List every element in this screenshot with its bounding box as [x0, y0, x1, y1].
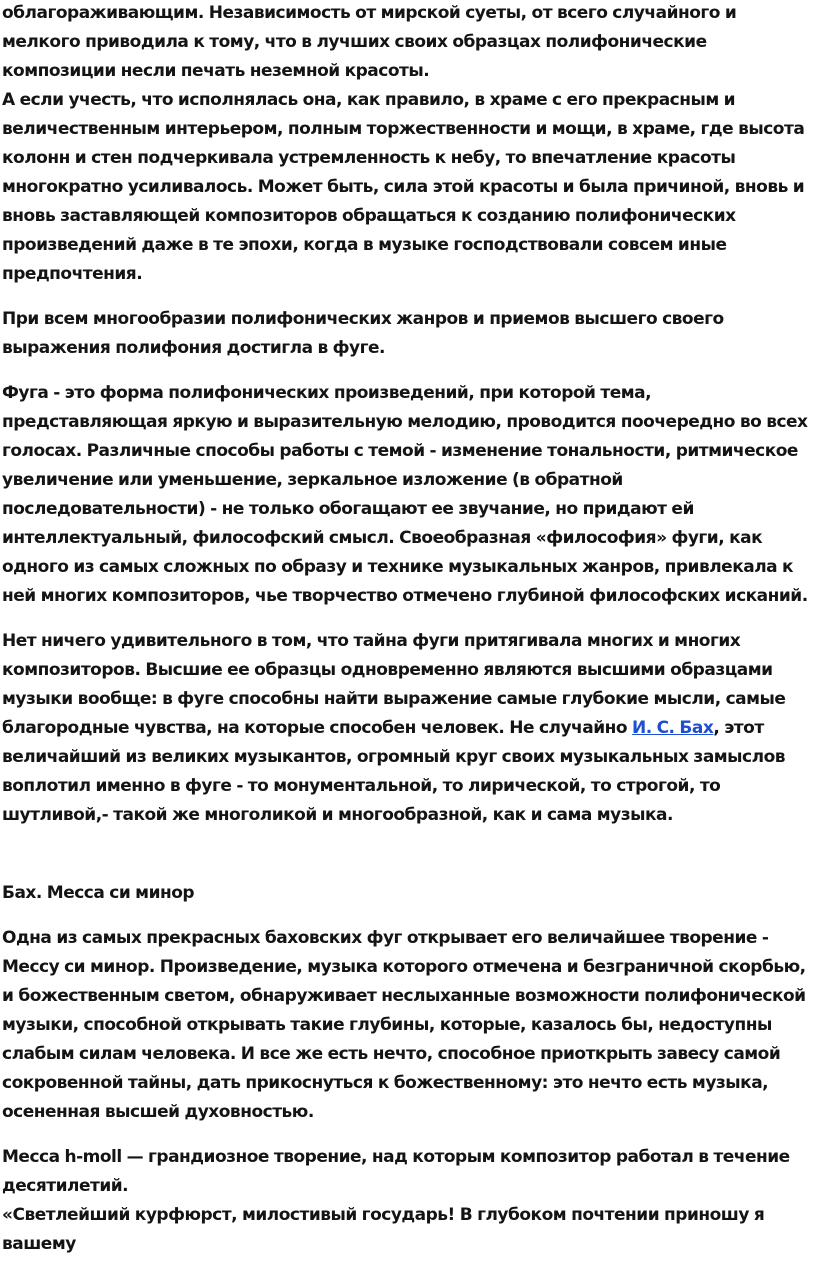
blank-line	[2, 830, 816, 879]
paragraph-3: При всем многообразии полифонических жанров и приемов высшего своего выражения полифония достигла в фуге.	[2, 309, 724, 358]
paragraph-8: «Светлейший курфюрст, милостивый государь! В глубоком почтении приношу я вашему	[2, 1205, 765, 1254]
bach-link[interactable]: И. С. Бах	[631, 718, 714, 738]
paragraph-4: Фуга - это форма полифонических произведений, при которой тема, представляющая яркую и выразительную мелодию, проводится поочередно во всех голосах. Различные способы работы с темой - изменение тональности, ритмическое увеличение или уменьшение, зеркальное изложение (в обратной последовательности) - не только обогащают ее звучание, но придают ей интеллектуальный, философский смысл. Своеобразная «философия» фуги, как одного из самых сложных по образу и технике музыкальных жанров, привлекала к ней многих композиторов, чье творчество отмечено глубиной философских исканий.	[2, 383, 808, 606]
paragraph-5	[2, 627, 816, 830]
paragraph-5-before-link: Нет ничего удивительного в том, что тайна фуги притягивала многих и многих композиторов. Высшие ее образцы одновременно являются высшими образцами музыки вообще: в фуге способны найти выражение самые глубокие мысли, самые благородные чувства, на которые способен человек. Не случайно	[2, 631, 786, 738]
paragraph-5-after-link: , этот величайший из великих музыкантов, огромный круг своих музыкальных замыслов воплотил именно в фуге - то монументальной, то лирической, то строгой, то шутливой,- такой же многоликой и многообразной, как и сама музыка.	[2, 718, 786, 825]
paragraph-6: Одна из самых прекрасных баховских фуг открывает его величайшее творение - Мессу си минор. Произведение, музыка которого отмечена и безграничной скорбью, и божественным светом, обнаруживает неслыханные возможности полифонической музыки, способной открывать такие глубины, которые, казалось бы, недоступны слабым силам человека. И все же есть нечто, способное приоткрыть завесу самой сокровенной тайны, дать прикоснуться к божественному: это нечто есть музыка, осененная высшей духовностью.	[2, 928, 806, 1122]
paragraph-1: облагораживающим. Независимость от мирской суеты, от всего случайного и мелкого приводила к тому, что в лучших своих образцах полифонические композиции несли печать неземной красоты.	[2, 3, 737, 81]
paragraph-2: А если учесть, что исполнялась она, как правило, в храме с его прекрасным и величественным интерьером, полным торжественности и мощи, в храме, где высота колонн и стен подчеркивала устремленность к небу, то впечатление красоты многократно усиливалось. Может быть, сила этой красоты и была причиной, вновь и вновь заставляющей композиторов обращаться к созданию полифонических произведений даже в те эпохи, когда в музыке господствовали совсем иные предпочтения.	[2, 90, 805, 284]
paragraph-7: Месса h-moll — грандиозное творение, над которым композитор работал в течение десятилетий.	[2, 1147, 790, 1196]
section-heading: Бах. Месса си минор	[2, 883, 195, 903]
